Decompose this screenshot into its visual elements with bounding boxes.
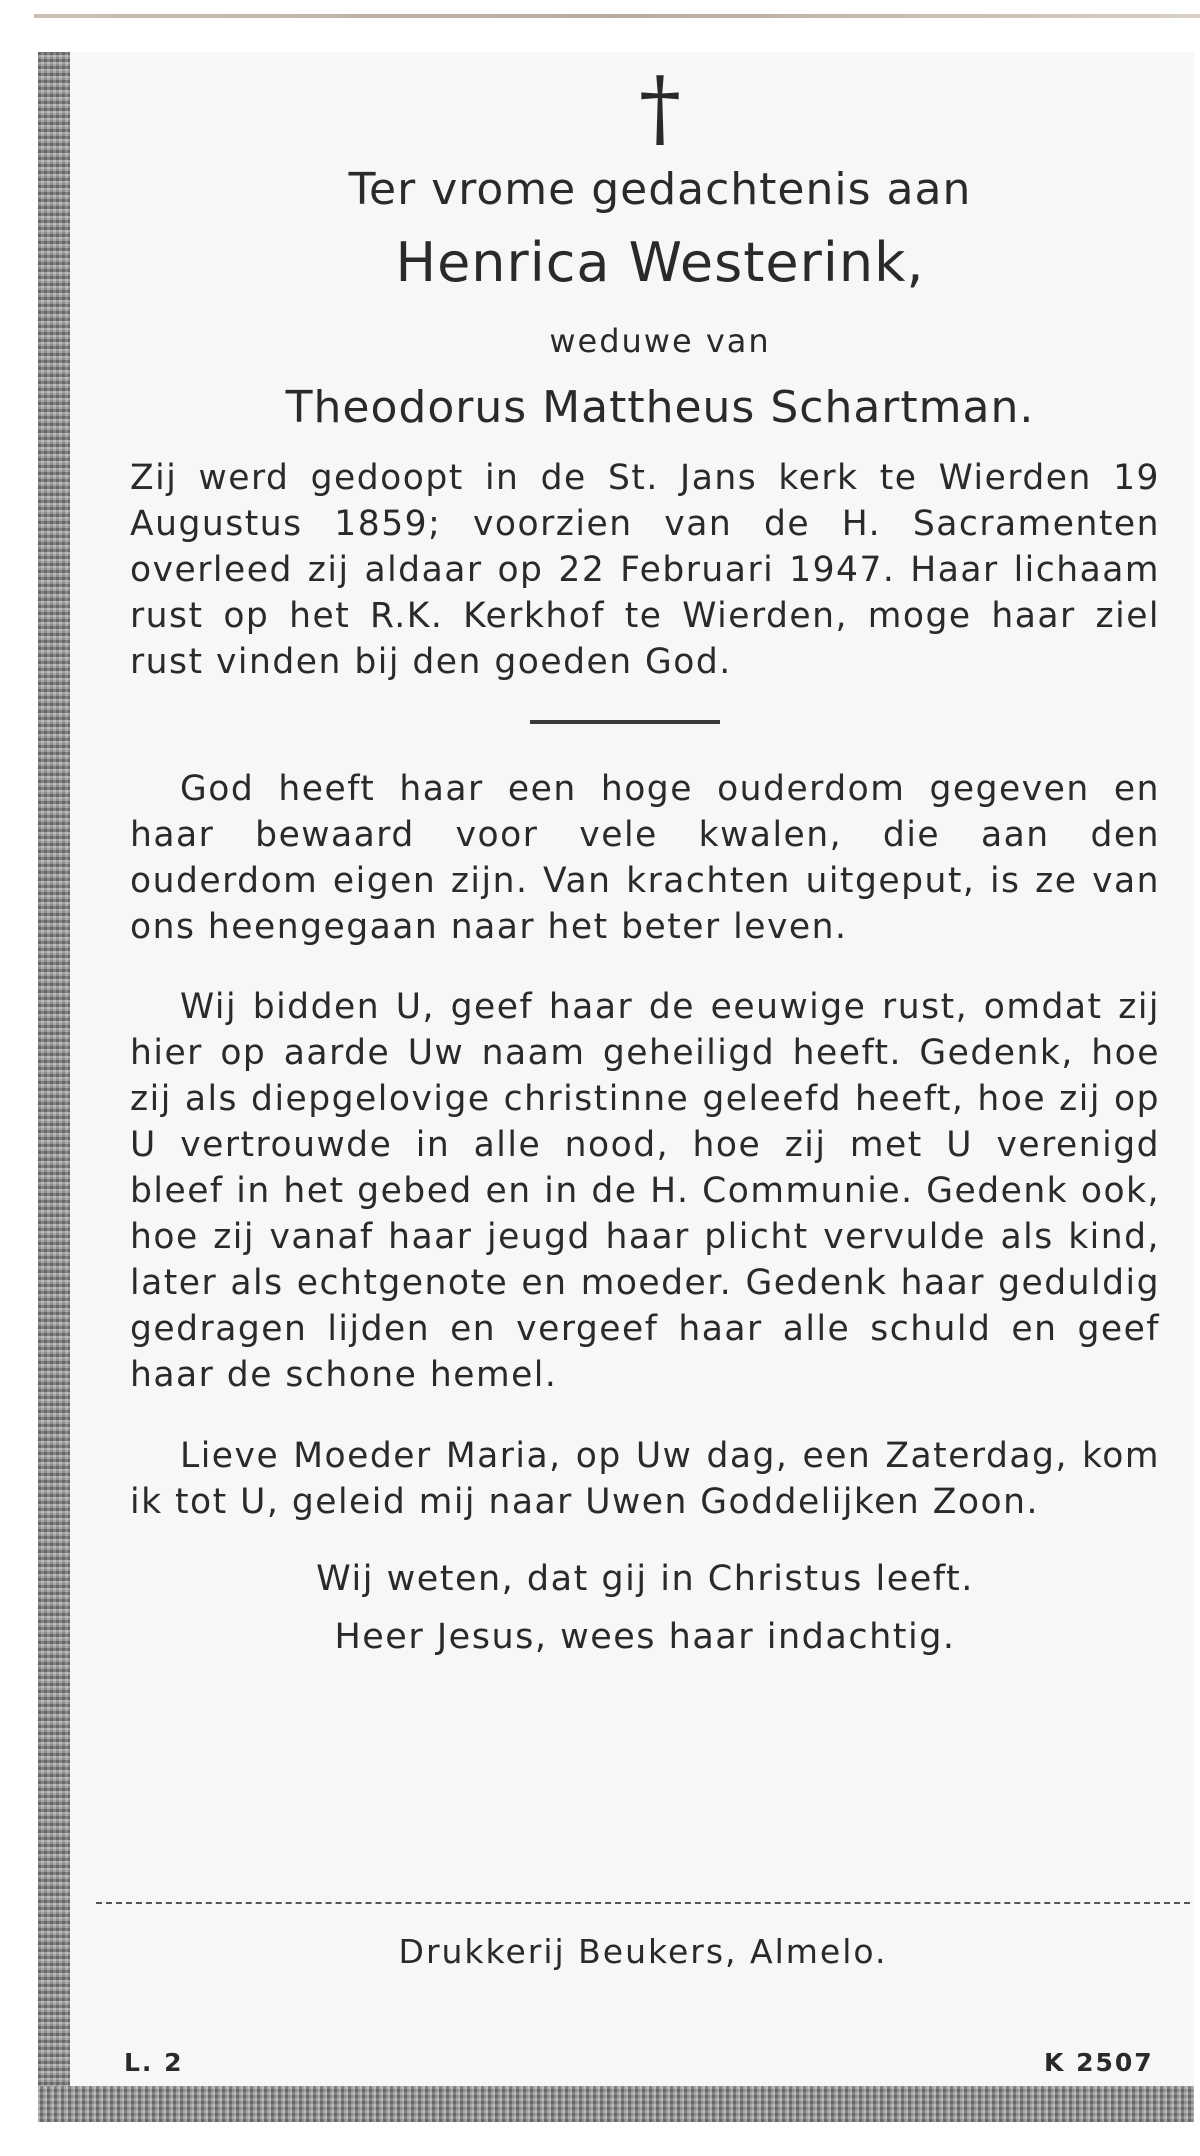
printer-credit: Drukkerij Beukers, Almelo. (398, 1932, 888, 1971)
biography-paragraph: Zij werd gedoopt in de St. Jans kerk te Wierden 19 Augustus 1859; voorzien van de H. Sacramenten overleed zij aldaar op 22 Februari 1947. Haar lichaam rust op het R.K. Kerkhof te Wierden, moge haar ziel rust vinden bij den goeden God. (130, 458, 1160, 682)
bottom-border-stripe (38, 2086, 1194, 2122)
cross-icon: † (639, 59, 681, 157)
print-code-left: L. 2 (124, 2048, 184, 2077)
widow-of-line: weduwe van (549, 322, 771, 360)
card-top-edge (34, 14, 1200, 18)
closing-line-2: Heer Jesus, wees haar indachtig. (334, 1617, 956, 1657)
section-divider (530, 720, 720, 724)
intro-line: Ter vrome gedachtenis aan (348, 164, 972, 215)
closing-line-1: Wij weten, dat gij in Christus leeft. (316, 1559, 974, 1599)
paragraph-maria: Lieve Moeder Maria, op Uw dag, een Zaterdag, kom ik tot U, geleid mij naar Uwen Goddelijken Zoon. (130, 1435, 1160, 1522)
paragraph-god: God heeft haar een hoge ouderdom gegeven en haar bewaard voor vele kwalen, die aan den ouderdom eigen zijn. Van krachten uitgeput, is ze van ons heengegaan naar het beter leven. (130, 768, 1160, 947)
print-code-right: K 2507 (1044, 2048, 1154, 2077)
deceased-name: Henrica Westerink, (395, 231, 925, 294)
paragraph-prayer: Wij bidden U, geef haar de eeuwige rust, omdat zij hier op aarde Uw naam geheiligd heeft. Gedenk, hoe zij als diepgelovige christinne geleefd heeft, hoe zij op U vertrouwde in alle nood, hoe zij met U verenigd bleef in het gebed en in de H. Communie. Gedenk ook, hoe zij vanaf haar jeugd haar plicht vervulde als kind, later als echtgenote en moeder. Gedenk haar geduldig gedragen lijden en vergeef haar alle schuld en geef haar de schone hemel. (130, 987, 1160, 1395)
left-border-stripe (38, 52, 70, 2122)
husband-name: Theodorus Mattheus Schartman. (285, 382, 1035, 433)
card-content (130, 60, 1160, 1657)
footer-rule (96, 1902, 1190, 1904)
